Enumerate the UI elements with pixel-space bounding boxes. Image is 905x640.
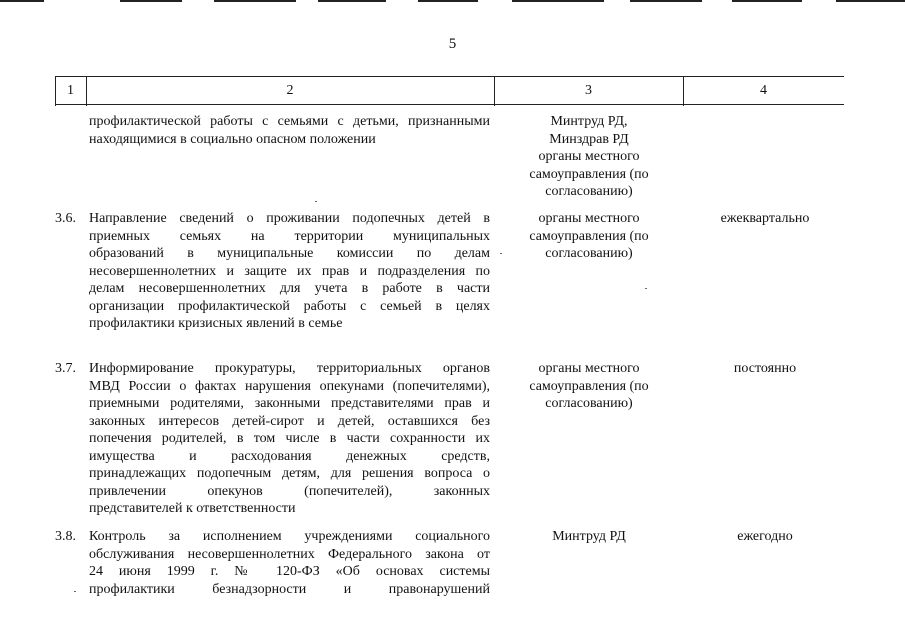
description-line: Направление сведений о проживании подопечных детей в (89, 211, 490, 226)
description-line: приемными родителями, законными представителями прав и (89, 396, 490, 411)
row-number-3-8: 3.8. (55, 529, 76, 544)
description-line: имущества и расходования денежных средств, (89, 448, 490, 464)
row-number-3-7: 3.7. (55, 361, 76, 376)
executor-line: Минздрав РД (549, 131, 629, 147)
description-line: обслуживания несовершеннолетних Федерального закона от (89, 546, 490, 562)
description-line: профилактики безнадзорности и правонарушений (89, 581, 490, 597)
row-3-7-term: постоянно (733, 361, 797, 376)
scan-speck (74, 591, 76, 592)
header-col-3: 3 (585, 83, 592, 98)
executor-line: органы местного (538, 149, 640, 164)
description-line: организации профилактической работы с семьей в целях (89, 298, 490, 314)
page-number: 5 (448, 36, 457, 52)
executor-line: самоуправления (по (529, 378, 649, 394)
row-3-8-description (89, 528, 490, 598)
row-continuation-description (89, 113, 490, 148)
description-line: несовершеннолетних и защите их прав и подразделения по (89, 263, 490, 279)
executor-line: Минтруд РД, (550, 114, 628, 129)
scan-speck (315, 201, 317, 202)
header-col-1: 1 (67, 83, 74, 98)
description-line: приемных семьях на территории муниципальных (89, 228, 490, 244)
row-3-6-executors (506, 210, 672, 263)
description-line: профилактической работы с семьями с детьми, признанными (89, 114, 490, 129)
row-3-7-description (89, 360, 490, 518)
row-3-8-term: ежегодно (737, 529, 793, 544)
scan-speck (500, 253, 502, 254)
description-line: Контроль за исполнением учреждениями социального (89, 529, 490, 544)
scan-top-edge-marks (0, 0, 905, 3)
description-line: представителей к ответственности (89, 501, 296, 516)
executor-line: Минтруд РД (552, 529, 626, 544)
header-col-2: 2 (286, 83, 294, 98)
description-line: принадлежащих подопечным детям, для решения вопроса о (89, 466, 490, 481)
row-3-8-executors (506, 528, 672, 546)
description-line: МВД России о фактах нарушения опекунами (попечителями), (89, 378, 490, 394)
row-3-6-description (89, 210, 490, 333)
row-3-6-term: ежеквартально (720, 211, 810, 226)
description-line: законных интересов детей-сирот и детей, оставшихся без (89, 413, 490, 429)
executor-line: самоуправления (по (529, 166, 649, 182)
description-line: находящимися в социально опасном положении (89, 131, 376, 147)
scan-speck (645, 288, 647, 289)
header-col-4: 4 (760, 83, 767, 98)
description-line: 24 июня 1999 г. № 120-ФЗ «Об основах системы (89, 564, 490, 579)
description-line: Информирование прокуратуры, территориальных органов (89, 361, 490, 376)
table-header (55, 76, 844, 106)
executor-line: самоуправления (по (529, 228, 649, 244)
executor-line: согласованию) (545, 184, 633, 199)
executor-line: согласованию) (545, 396, 633, 411)
description-line: образований в муниципальные комиссии по делам (89, 246, 490, 261)
row-continuation-executors (506, 113, 672, 201)
description-line: профилактики кризисных явлений в семье (89, 316, 343, 331)
row-number-3-6: 3.6. (55, 211, 76, 226)
executor-line: органы местного (538, 361, 640, 376)
row-3-7-executors (506, 360, 672, 413)
executor-line: органы местного (538, 211, 640, 226)
description-line: привлечении опекунов (попечителей), законных (89, 483, 490, 499)
description-line: делам несовершеннолетних для учета в работе в части (89, 281, 490, 296)
description-line: попечения родителей, в том числе в части сохранности их (89, 431, 490, 446)
executor-line: согласованию) (545, 246, 633, 261)
